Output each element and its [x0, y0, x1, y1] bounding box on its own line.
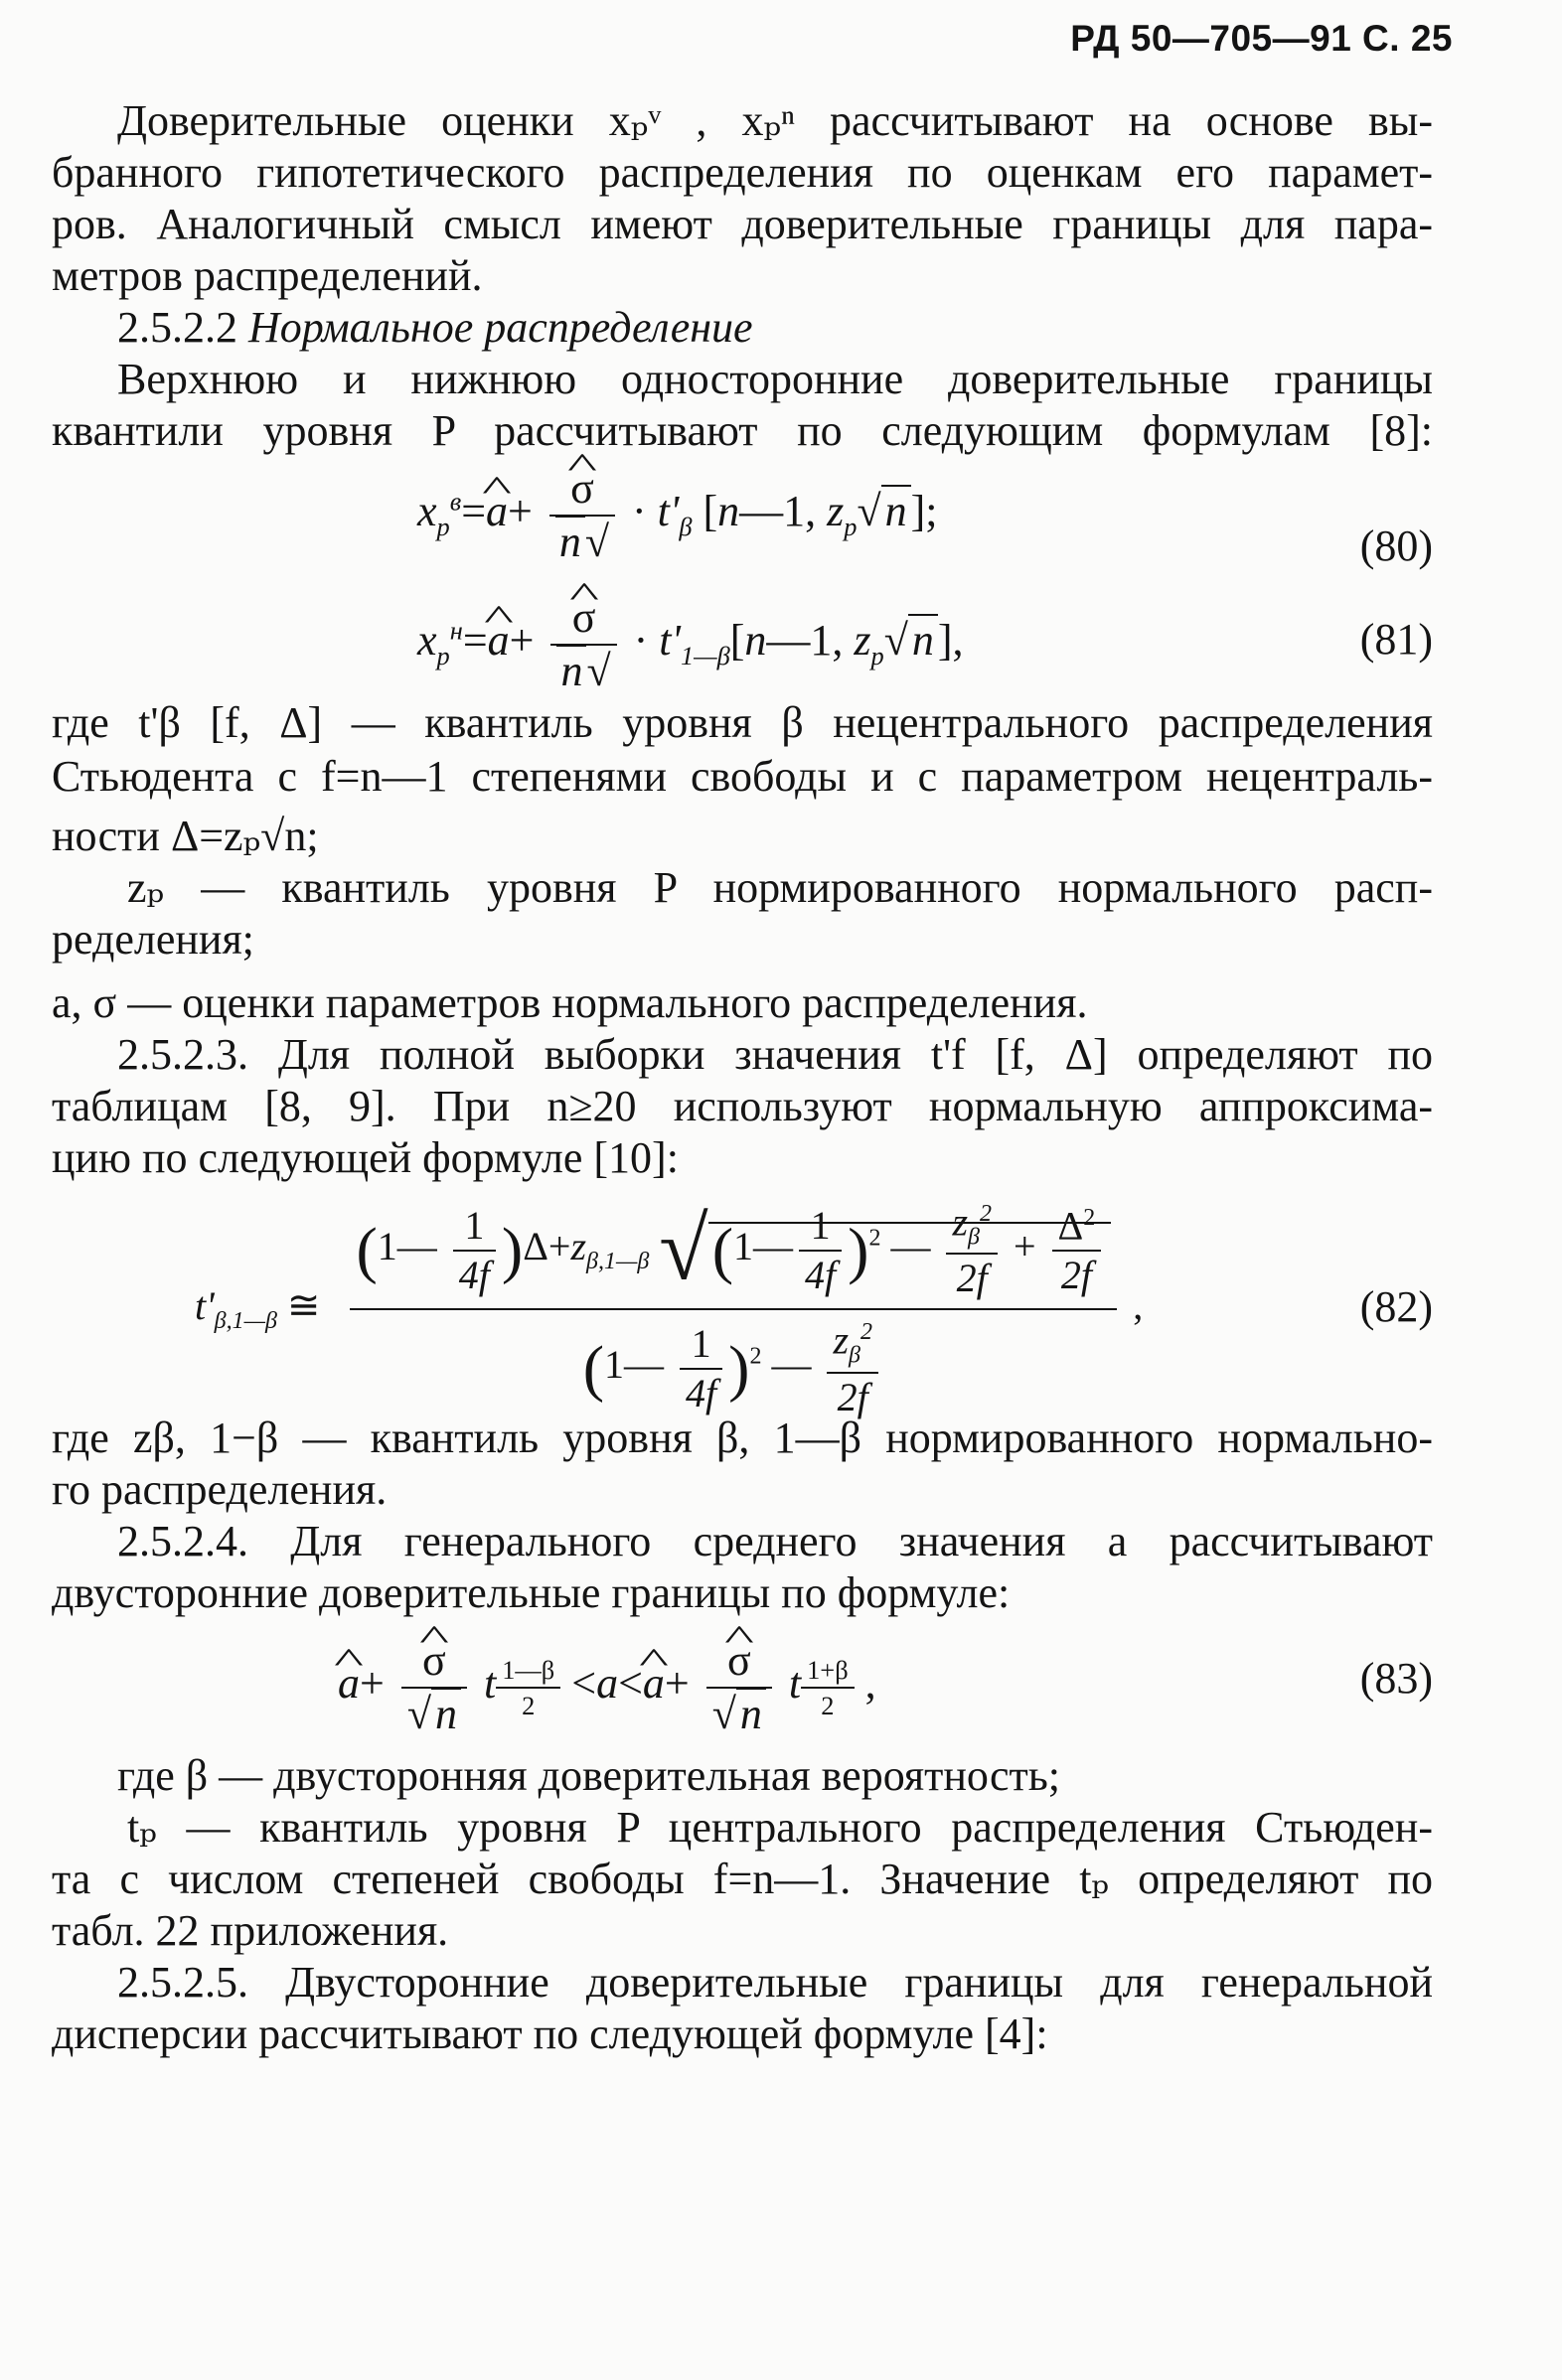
equation-number: (83): [1359, 1654, 1433, 1703]
equation-number: (82): [1359, 1282, 1433, 1331]
section-number: 2.5.2.2: [117, 303, 237, 352]
text-line: где β — двусторонняя доверительная вероятность;: [117, 1751, 1061, 1800]
equation-number: (81): [1359, 615, 1433, 664]
text-line: zₚ — квантиль уровня P нормированного нормального расп-: [127, 863, 1433, 912]
equation-number: (80): [1359, 521, 1433, 570]
formula-80: $x_p^в=\^{}$ a+ ^ $\frac{\sigma}{n√}$ · $t'_\beta$ [n—1, $z_p√n$];: [417, 467, 938, 564]
text-line: Стьюдента с f=n—1 степенями свободы и с параметром нецентраль-: [52, 752, 1433, 801]
page-header: РД 50—705—91 С. 25: [1070, 18, 1453, 59]
text-line: бранного гипотетического распределения по оценкам его парамет-: [52, 148, 1433, 197]
text-line: ности Δ=zₚ√n;: [52, 812, 319, 860]
formula-83: ^ a+ ^ $\frac{\sigma}{√n}$ t $\frac{1—\beta}{2}$ <a<^ a+ ^ $\frac{\sigma}{√n}$ t $\frac{1+\beta}{2}$ ,: [338, 1639, 876, 1736]
text-line: где t'β [f, Δ] — квантиль уровня β нецентрального распределения: [52, 698, 1433, 747]
text-line: го распределения.: [52, 1465, 388, 1514]
text-line: двусторонние доверительные границы по формуле:: [52, 1568, 1011, 1617]
formula-81: $x_p^н=\^{}$ a+ ^ $\frac{\sigma}{n√}$ · $t'_{1—\beta}[n—1$, $z_p√n$],: [417, 596, 964, 693]
text-line: ров. Аналогичный смысл имеют доверительные границы для пара-: [52, 200, 1433, 248]
text-line: ределения;: [52, 915, 254, 964]
text-line: табл. 22 приложения.: [52, 1906, 449, 1955]
text-line: квантили уровня P рассчитывают по следующим формулам [8]:: [52, 406, 1433, 455]
text-line: дисперсии рассчитывают по следующей формуле [4]:: [52, 2009, 1048, 2058]
text-line: 2.5.2.3. Для полной выборки значения t'f [f, Δ] определяют по: [117, 1030, 1433, 1079]
text-line: tₚ — квантиль уровня P центрального распределения Стьюден-: [127, 1803, 1433, 1852]
text-line: метров распределений.: [52, 251, 483, 300]
text-line: 2.5.2.4. Для генерального среднего значения a рассчитывают: [117, 1517, 1433, 1565]
text-line: a, σ — оценки параметров нормального распределения.: [52, 978, 1088, 1027]
text-line: 2.5.2.5. Двусторонние доверительные границы для генеральной: [117, 1958, 1433, 2007]
section-title: Нормальное распределение: [248, 303, 753, 352]
text-line: Доверительные оценки xₚᵛ , xₚⁿ рассчитывают на основе вы-: [117, 96, 1433, 145]
text-line: Верхнюю и нижнюю односторонние доверительные границы: [117, 355, 1433, 403]
text-line: таблицам [8, 9]. При n≥20 используют нормальную аппроксима-: [52, 1082, 1433, 1130]
text-line: где zβ, 1−β — квантиль уровня β, 1—β нормированного нормально-: [52, 1413, 1433, 1462]
text-line: цию по следующей формуле [10]:: [52, 1133, 679, 1182]
section-heading: [117, 303, 1433, 352]
text-line: та с числом степеней свободы f=n—1. Значение tₚ определяют по: [52, 1855, 1433, 1903]
formula-82: $t'_{\beta,1—\beta}$ ≅ (1— $\frac{1}{4f}$ )$\Delta+z_{\beta,1—\beta}$ √(1— $\frac{1}{4f}$ )$^2$ — $\frac{z_\beta^2}{2f}$ + $\frac{\Delta^2}{2f}$ (1— $\frac{1}{4f}$ )$^2$ — $\frac{z_\beta^2}{2f}$ ,: [195, 1199, 1144, 1419]
